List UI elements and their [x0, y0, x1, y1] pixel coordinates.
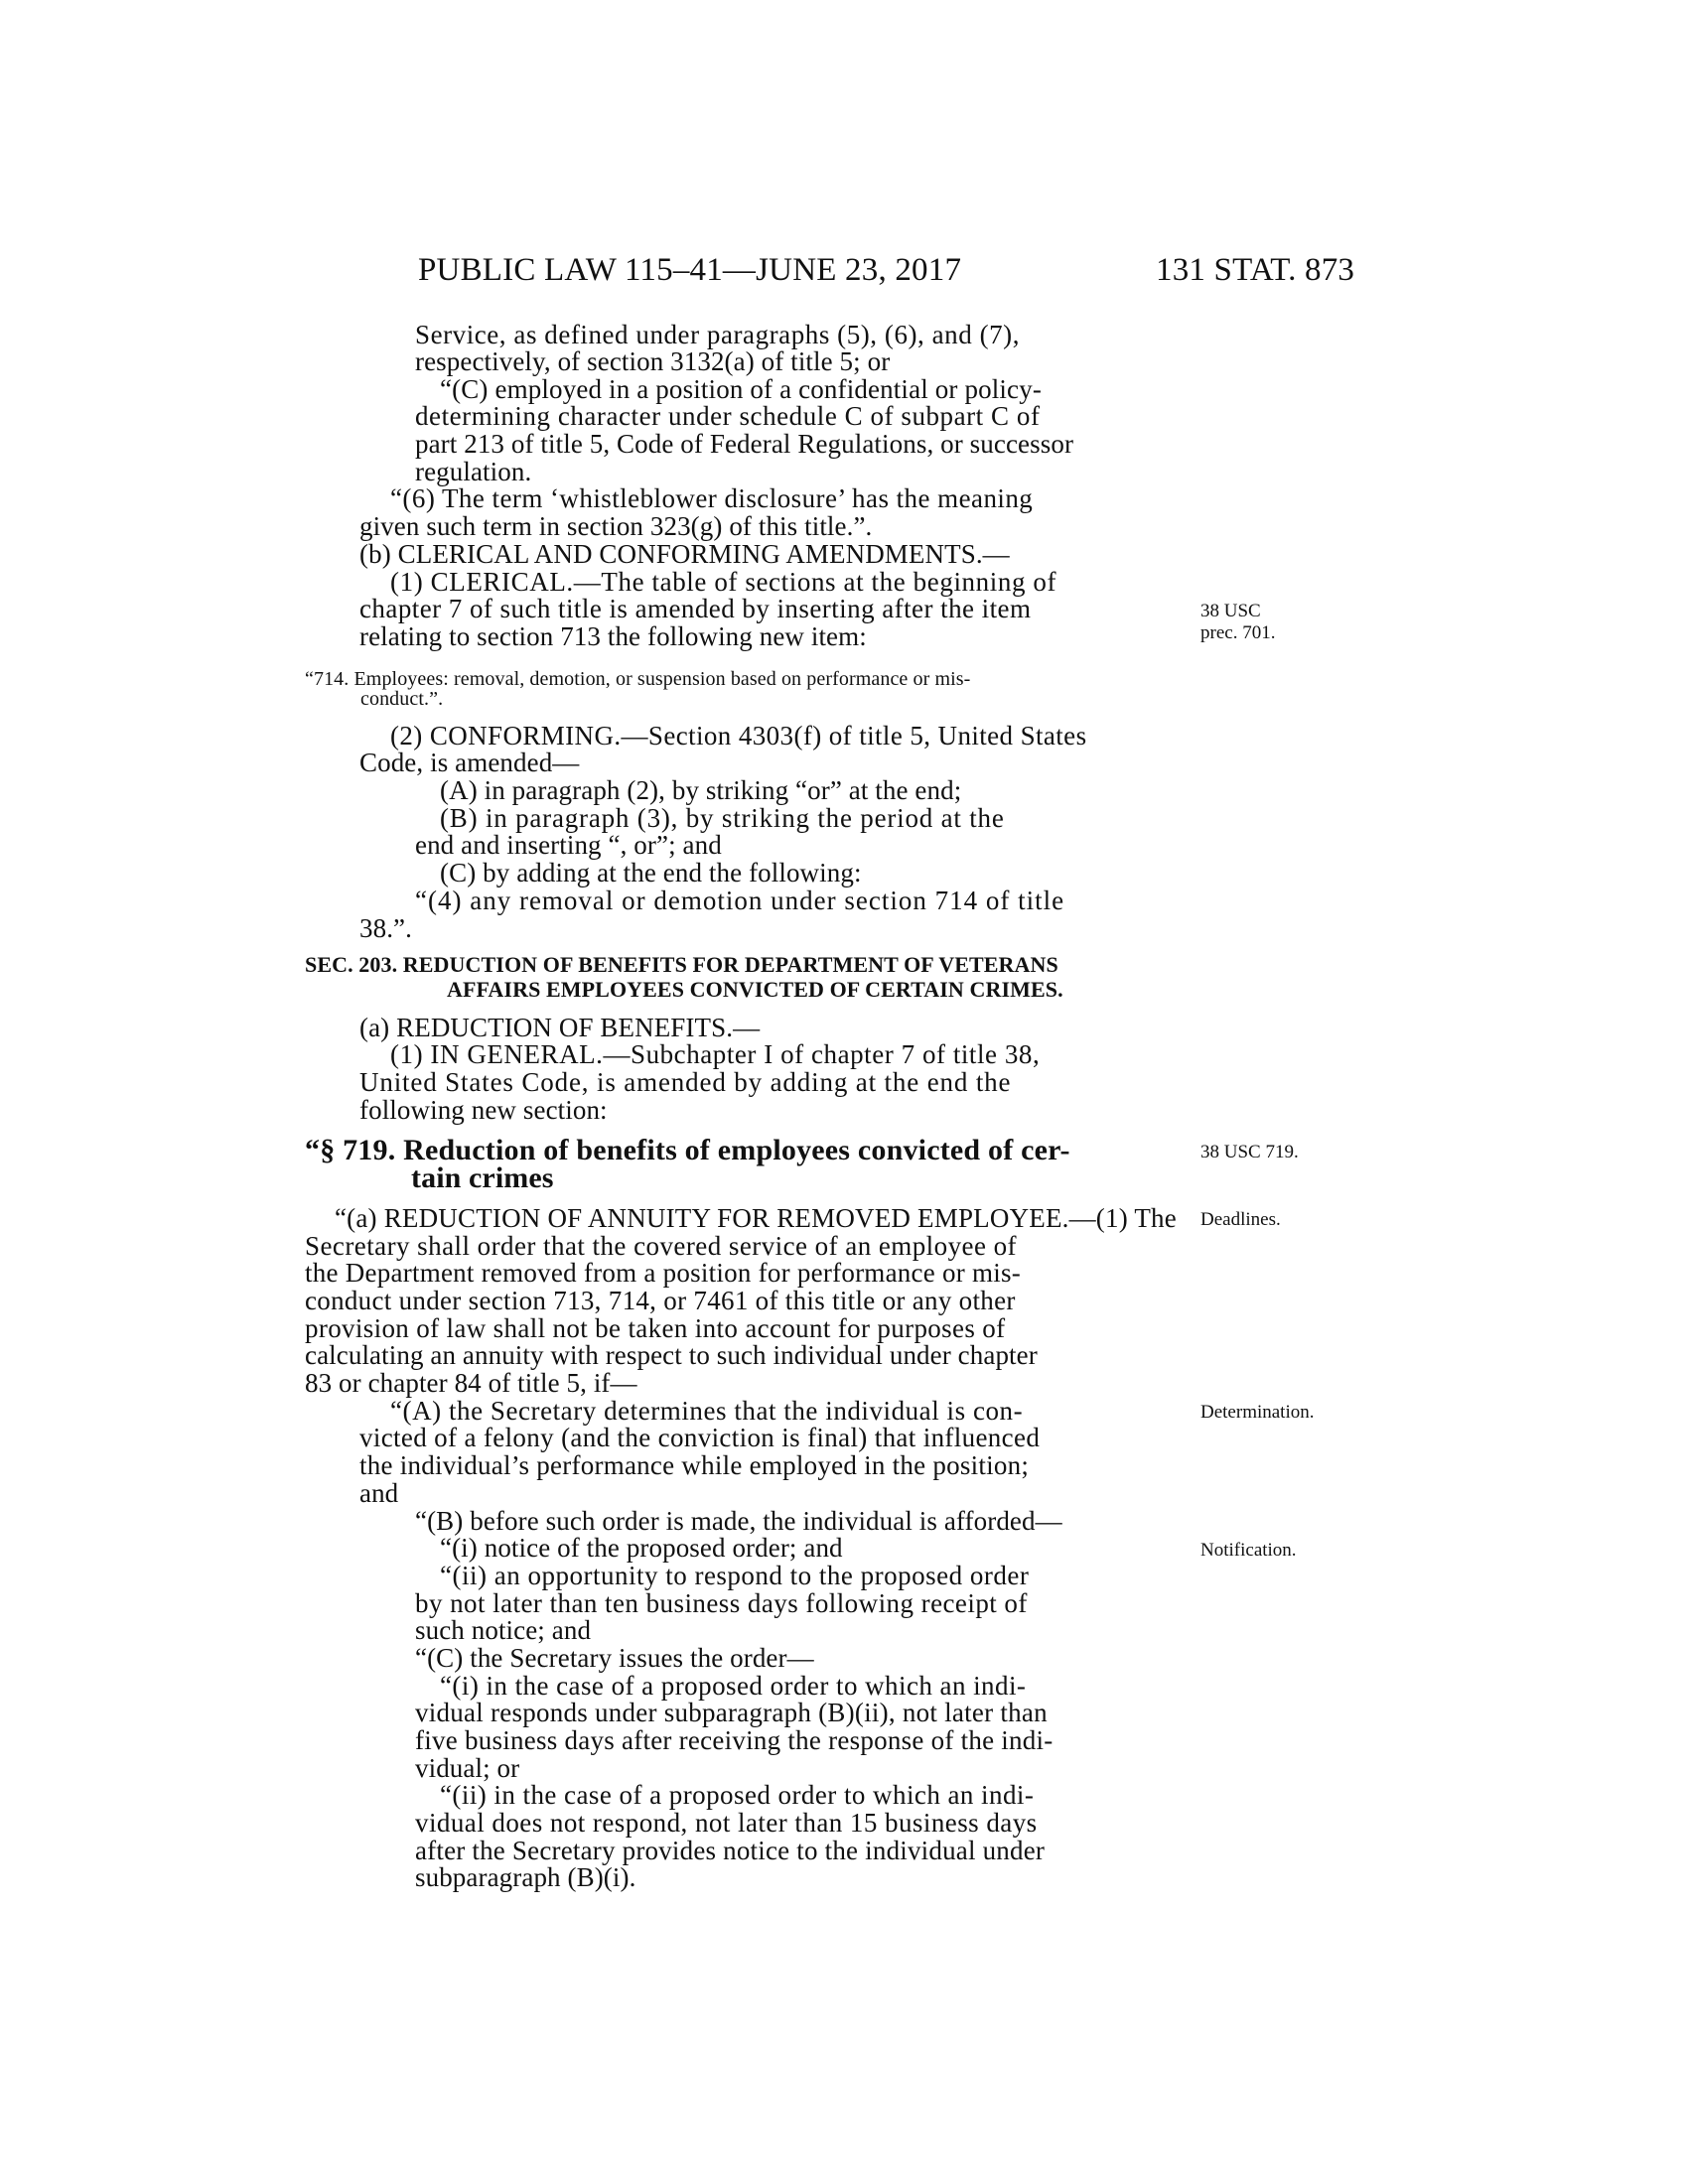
running-header-left: PUBLIC LAW 115–41—JUNE 23, 2017 [418, 252, 962, 288]
text-line: 83 or chapter 84 of title 5, if— [305, 1368, 637, 1398]
text-line: 38.”. [359, 913, 412, 943]
text-line: “(C) the Secretary issues the order— [415, 1643, 814, 1673]
text-line: and [359, 1478, 399, 1508]
new-section-heading: “§ 719. Reduction of benefits of employees convicted of cer- [305, 1134, 1070, 1166]
text-line: (b) CLERICAL AND CONFORMING AMENDMENTS.— [359, 539, 1010, 569]
margin-note: 38 USC [1200, 601, 1261, 621]
text-line: conduct under section 713, 714, or 7461 of this title or any other [305, 1286, 1016, 1315]
text-line: relating to section 713 the following new item: [359, 621, 867, 651]
text-line: (A) in paragraph (2), by striking “or” at the end; [440, 775, 962, 805]
text-line: the individual’s performance while employed in the position; [359, 1450, 1030, 1480]
text-line: vidual responds under subparagraph (B)(ii), not later than [415, 1698, 1048, 1727]
text-line: (C) by adding at the end the following: [440, 858, 862, 887]
text-line: chapter 7 of such title is amended by inserting after the item [359, 594, 1032, 623]
text-line: (a) REDUCTION OF BENEFITS.— [359, 1013, 761, 1042]
text-line: provision of law shall not be taken into account for purposes of [305, 1313, 1006, 1343]
text-line: following new section: [359, 1095, 608, 1125]
text-line: five business days after receiving the response of the indi- [415, 1725, 1054, 1755]
margin-note: prec. 701. [1200, 622, 1276, 643]
text-line: victed of a felony (and the conviction is final) that influenced [359, 1423, 1041, 1452]
text-line: after the Secretary provides notice to the individual under [415, 1836, 1046, 1865]
text-line: “(B) before such order is made, the individual is afforded— [415, 1506, 1062, 1536]
text-line: (1) CLERICAL.—The table of sections at the beginning of [390, 567, 1057, 597]
text-line: “(6) The term ‘whistleblower disclosure’ has the meaning [390, 483, 1034, 513]
text-line: given such term in section 323(g) of this title.”. [359, 511, 873, 541]
section-heading: AFFAIRS EMPLOYEES CONVICTED OF CERTAIN CRIMES. [447, 977, 1063, 1002]
running-header-right: 131 STAT. 873 [1156, 252, 1355, 288]
margin-note: 38 USC 719. [1200, 1142, 1299, 1162]
text-line: end and inserting “, or”; and [415, 830, 722, 860]
text-line: part 213 of title 5, Code of Federal Regulations, or successor [415, 429, 1074, 459]
text-line: “(i) in the case of a proposed order to which an indi- [440, 1671, 1027, 1701]
text-line: (B) in paragraph (3), by striking the period at the [440, 803, 1005, 833]
text-line: regulation. [415, 457, 532, 486]
text-line: “(ii) in the case of a proposed order to which an indi- [440, 1780, 1035, 1810]
text-line: vidual does not respond, not later than 15 business days [415, 1808, 1038, 1838]
text-line: Code, is amended— [359, 748, 580, 777]
text-line: “(A) the Secretary determines that the individual is con- [390, 1396, 1024, 1426]
text-line: by not later than ten business days following receipt of [415, 1588, 1028, 1618]
text-line: “(i) notice of the proposed order; and [440, 1533, 843, 1563]
text-line: vidual; or [415, 1753, 520, 1783]
text-line: (1) IN GENERAL.—Subchapter I of chapter 7 of title 38, [390, 1039, 1041, 1069]
text-line: calculating an annuity with respect to such individual under chapter [305, 1340, 1038, 1370]
text-line: “(a) REDUCTION OF ANNUITY FOR REMOVED EMPLOYEE.—(1) The [335, 1203, 1177, 1233]
text-line: determining character under schedule C of subpart C of [415, 401, 1041, 431]
text-line: (2) CONFORMING.—Section 4303(f) of title 5, United States [390, 721, 1087, 751]
text-line: Secretary shall order that the covered service of an employee of [305, 1231, 1017, 1261]
text-line: “(4) any removal or demotion under section 714 of title [415, 886, 1065, 915]
text-line: United States Code, is amended by adding at the end the [359, 1067, 1012, 1097]
table-item-line: “714. Employees: removal, demotion, or suspension based on performance or mis- [305, 668, 971, 690]
text-line: subparagraph (B)(i). [415, 1862, 636, 1892]
section-heading: SEC. 203. REDUCTION OF BENEFITS FOR DEPARTMENT OF VETERANS [305, 952, 1058, 977]
margin-note: Determination. [1200, 1402, 1315, 1423]
text-line: respectively, of section 3132(a) of title 5; or [415, 346, 891, 376]
margin-note: Notification. [1200, 1540, 1297, 1561]
text-line: such notice; and [415, 1615, 592, 1645]
new-section-heading: tain crimes [411, 1161, 554, 1194]
table-item-line: conduct.”. [360, 688, 444, 710]
text-line: the Department removed from a position for performance or mis- [305, 1258, 1022, 1288]
text-line: “(C) employed in a position of a confidential or policy- [440, 374, 1042, 404]
text-line: Service, as defined under paragraphs (5), (6), and (7), [415, 320, 1021, 349]
text-line: “(ii) an opportunity to respond to the proposed order [440, 1561, 1030, 1590]
margin-note: Deadlines. [1200, 1209, 1281, 1230]
